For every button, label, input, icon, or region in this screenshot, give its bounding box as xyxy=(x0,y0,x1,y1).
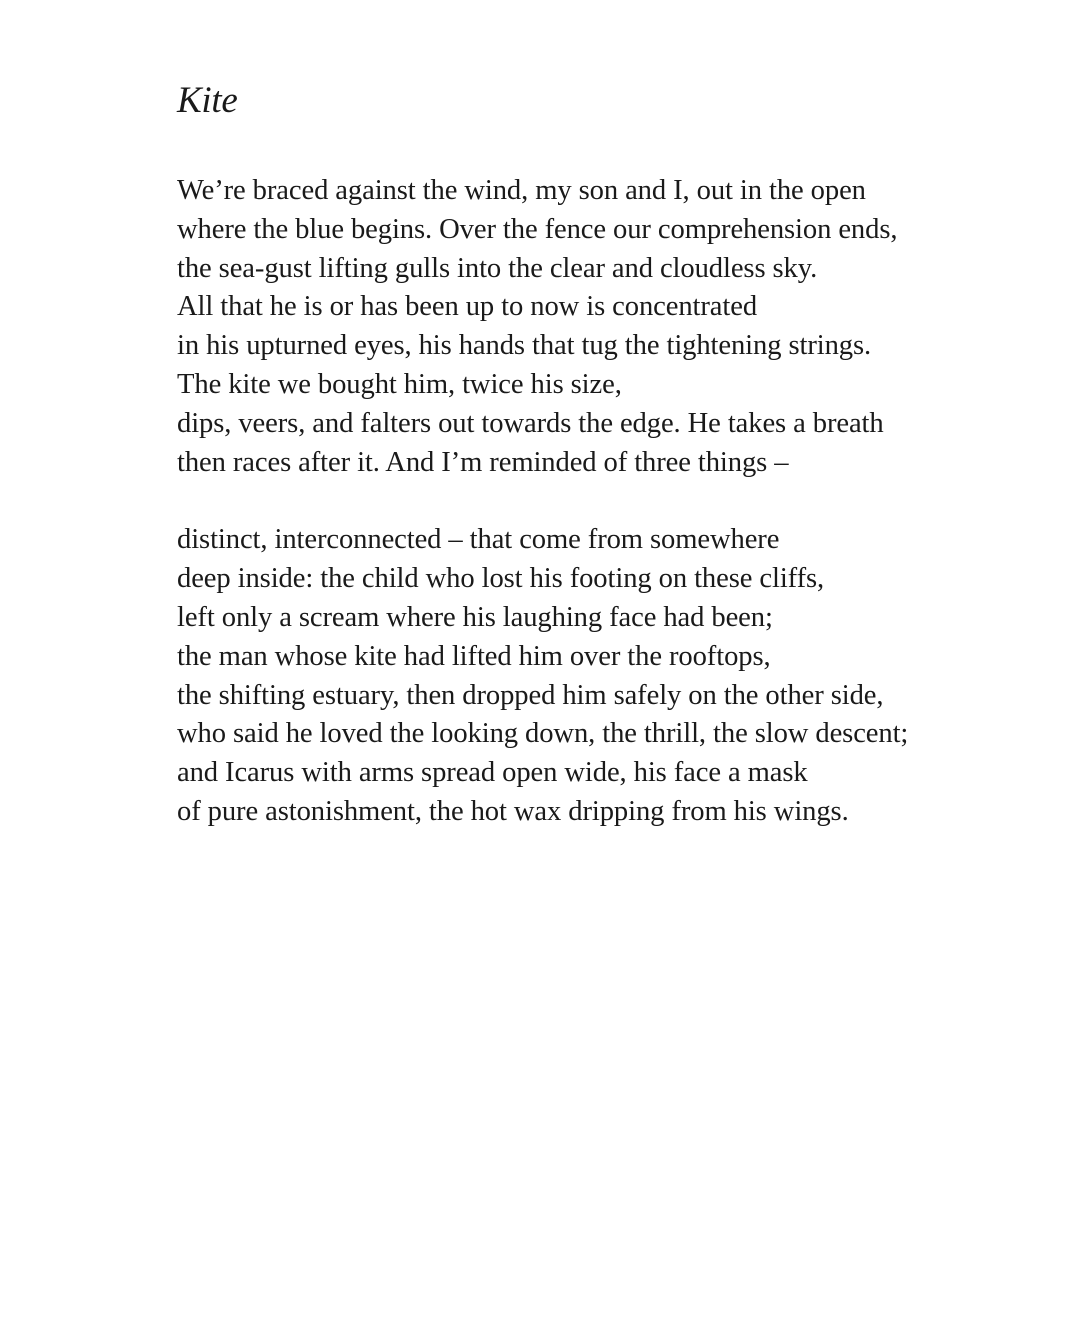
poem xyxy=(177,78,1037,832)
poem-line: All that he is or has been up to now is concentrated xyxy=(177,291,758,323)
poem-line: We’re braced against the wind, my son and I, out in the open xyxy=(177,175,866,206)
poem-title: Kite xyxy=(177,80,238,121)
poem-line: distinct, interconnected – that come from somewhere xyxy=(177,524,780,556)
stanza-2 xyxy=(177,521,1037,831)
poem-line: the shifting estuary, then dropped him safely on the other side, xyxy=(177,679,884,711)
poem-line: the man whose kite had lifted him over the rooftops, xyxy=(177,640,771,672)
poem-line: who said he loved the looking down, the thrill, the slow descent; xyxy=(177,718,909,750)
poem-line: and Icarus with arms spread open wide, his face a mask xyxy=(177,757,808,789)
poem-line: of pure astonishment, the hot wax dripping from his wings. xyxy=(177,795,849,827)
poem-line: left only a scream where his laughing face had been; xyxy=(177,601,773,633)
poem-line: deep inside: the child who lost his footing on these cliffs, xyxy=(177,563,825,595)
poem-line: the sea-gust lifting gulls into the clear and cloudless sky. xyxy=(177,252,818,284)
poem-line: then races after it. And I’m reminded of three things – xyxy=(177,446,789,478)
poem-line: The kite we bought him, twice his size, xyxy=(177,368,622,400)
stanza-1 xyxy=(177,172,1037,482)
poem-line: where the blue begins. Over the fence our comprehension ends, xyxy=(177,213,898,245)
poem-line: in his upturned eyes, his hands that tug the tightening strings. xyxy=(177,330,872,362)
poem-line: dips, veers, and falters out towards the edge. He takes a breath xyxy=(177,407,884,439)
